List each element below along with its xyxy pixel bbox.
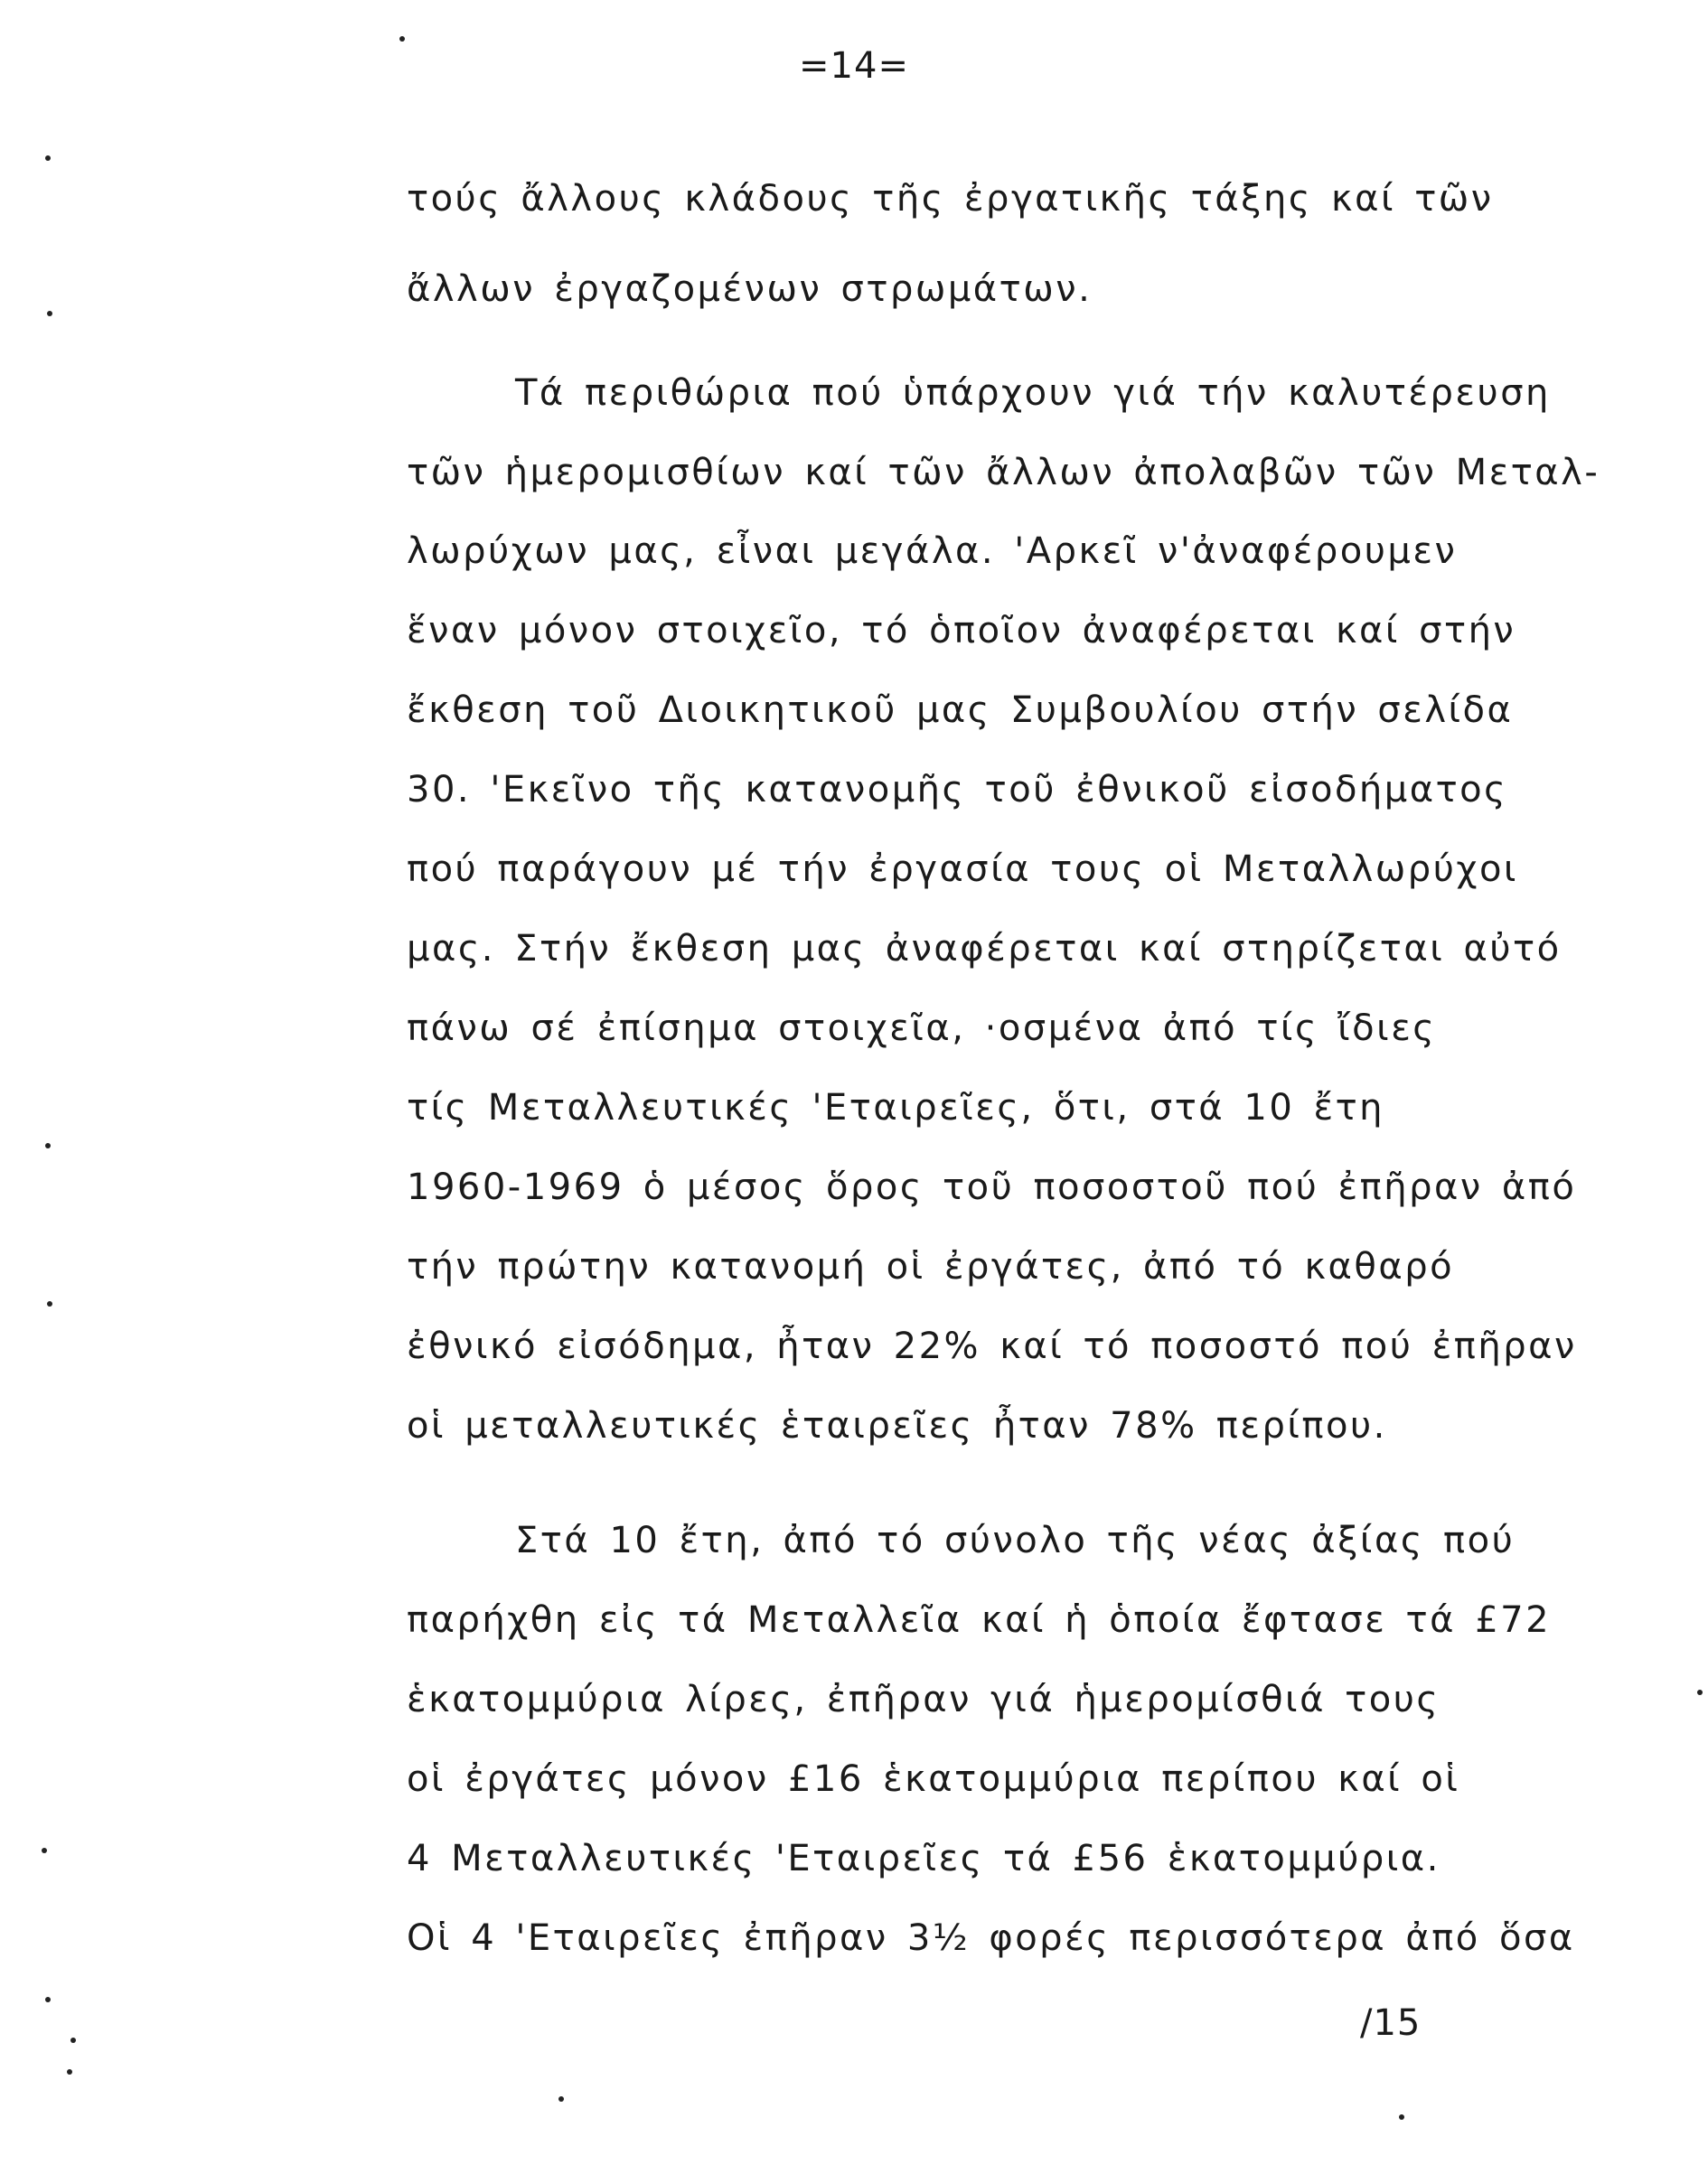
- scan-speck: [399, 36, 405, 42]
- continuation-marker: /15: [1360, 2002, 1422, 2044]
- text-line: λωρύχων μας, εἶναι μεγάλα. 'Αρκεῖ ν'ἀναφέρουμεν: [407, 530, 1458, 572]
- text-line: ἔκθεση τοῦ Διοικητικοῦ μας Συμβουλίου στήν σελίδα: [407, 689, 1514, 731]
- text-line: πάνω σέ ἐπίσημα στοιχεῖα, ·οσμένα ἀπό τίς ἴδιες: [407, 1007, 1437, 1049]
- text-line: οἱ ἐργάτες μόνον £16 ἑκατομμύρια περίπου καί οἱ: [407, 1758, 1460, 1800]
- text-line: παρήχθη εἰς τά Μεταλλεῖα καί ἡ ὁποία ἔφτασε τά £72: [407, 1599, 1552, 1641]
- scan-speck: [67, 2069, 72, 2075]
- scan-speck: [558, 2096, 564, 2102]
- scan-speck: [1697, 1690, 1703, 1695]
- text-line: Οἱ 4 'Εταιρεῖες ἐπῆραν 3½ φορές περισσότερα ἀπό ὅσα: [407, 1917, 1575, 1959]
- text-line: τούς ἄλλους κλάδους τῆς ἐργατικῆς τάξης καί τῶν: [407, 178, 1494, 220]
- text-line: Τά περιθώρια πού ὑπάρχουν γιά τήν καλυτέρευση: [515, 372, 1551, 414]
- scan-speck: [42, 1848, 47, 1853]
- scan-speck: [47, 311, 52, 316]
- text-line: ἐθνικό εἰσόδημα, ἦταν 22% καί τό ποσοστό πού ἐπῆραν: [407, 1326, 1577, 1367]
- text-line: ἕναν μόνον στοιχεῖο, τό ὁποῖον ἀναφέρεται καί στήν: [407, 610, 1516, 651]
- scan-speck: [45, 1143, 51, 1148]
- scan-speck: [1399, 2114, 1404, 2120]
- text-line: 1960-1969 ὁ μέσος ὅρος τοῦ ποσοστοῦ πού ἐπῆραν ἀπό: [407, 1167, 1577, 1208]
- text-line: τίς Μεταλλευτικές 'Εταιρεῖες, ὅτι, στά 10 ἔτη: [407, 1087, 1385, 1129]
- page-number: =14=: [799, 45, 909, 87]
- text-line: οἱ μεταλλευτικές ἑταιρεῖες ἦταν 78% περίπου.: [407, 1405, 1387, 1447]
- scan-speck: [45, 1997, 51, 2002]
- scan-speck: [70, 2038, 76, 2043]
- text-line: πού παράγουν μέ τήν ἐργασία τους οἱ Μεταλλωρύχοι: [407, 848, 1518, 890]
- text-line: Στά 10 ἔτη, ἀπό τό σύνολο τῆς νέας ἀξίας πού: [515, 1520, 1516, 1561]
- text-line: 4 Μεταλλευτικές 'Εταιρεῖες τά £56 ἑκατομμύρια.: [407, 1838, 1441, 1879]
- scan-speck: [47, 1301, 52, 1307]
- text-line: ἄλλων ἐργαζομένων στρωμάτων.: [407, 268, 1093, 310]
- text-line: τήν πρώτην κατανομή οἱ ἐργάτες, ἀπό τό καθαρό: [407, 1246, 1455, 1288]
- text-line: ἑκατομμύρια λίρες, ἐπῆραν γιά ἡμερομίσθιά τους: [407, 1679, 1441, 1720]
- scan-speck: [45, 155, 51, 161]
- text-line: τῶν ἡμερομισθίων καί τῶν ἄλλων ἀπολαβῶν τῶν Μεταλ-: [407, 452, 1600, 493]
- text-line: 30. 'Εκεῖνο τῆς κατανομῆς τοῦ ἐθνικοῦ εἰσοδήματος: [407, 769, 1508, 811]
- text-line: μας. Στήν ἔκθεση μας ἀναφέρεται καί στηρίζεται αὐτό: [407, 928, 1562, 970]
